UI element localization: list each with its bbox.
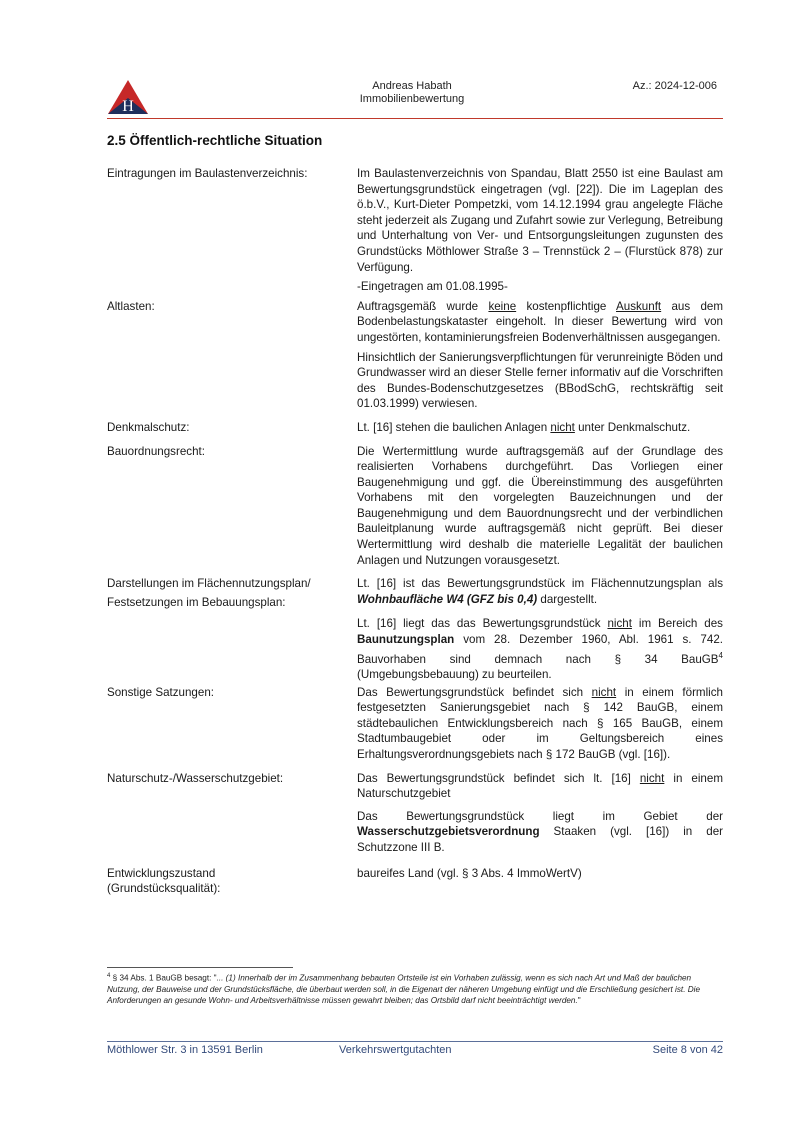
paragraph: -Eingetragen am 01.08.1995- <box>357 280 508 294</box>
row-label: Eintragungen im Baulastenverzeichnis: <box>107 167 308 180</box>
paragraph: Das Bewertungsgrundstück befindet sich nicht in einem förmlich festgesetzten Sanierungsgebiet nach § 142 BauGB, einem städtebaulichen Entwicklungsbereich nach § 165 BauGB, einem Stadtumbaugebiet oder im Geltungsbereich eines Erhaltungsverordnungsgebiets nach § 172 BauGB (vgl. [16]). <box>357 685 723 762</box>
footer-doc-type: Verkehrswertgutachten <box>339 1044 452 1056</box>
paragraph: Lt. [16] ist das Bewertungsgrundstück im Flächennutzungsplan als Wohnbaufläche W4 (GFZ bis 0,4) dargestellt. <box>357 577 723 606</box>
row-naturschutz <box>107 771 723 856</box>
land-use-designation: Wohnbaufläche W4 (GFZ bis 0,4) <box>357 592 538 606</box>
paragraph: Lt. [16] stehen die baulichen Anlagen nicht unter Denkmalschutz. <box>357 420 691 434</box>
footer-rule <box>107 1041 723 1042</box>
row-content <box>357 866 723 897</box>
underlined-text: nicht <box>591 685 617 699</box>
row-label: Darstellungen im Flächennutzungsplan/ Festsetzungen im Bebauungsplan: <box>107 577 311 609</box>
paragraph: Das Bewertungsgrundstück befindet sich lt. [16] nicht in einem Naturschutzgebiet <box>357 771 723 801</box>
footnote: $^4$ § 34 Abs. 1 BauGB besagt: "... (1) Innerhalb der im Zusammenhang bebauten Ortsteile ist ein Vorhaben zulässig, wenn es sich nach Art und Maß der baulichen Nutzung, der Bauweise und der Grundstücksfläche, die überbaut werden soll, in die Eigenart der näheren Umgebung einfügt und die Erschließung gesichert ist. Die Anforderungen an gesunde Wohn- und Arbeitsverhältnisse müssen gewahrt bleiben; das Ortsbild darf nicht beeinträchtigt werden." <box>107 973 701 1005</box>
footnote-ref: 4 <box>718 650 723 660</box>
footer-address: Möthlower Str. 3 in 13591 Berlin <box>107 1044 263 1056</box>
page-number: Seite 8 von 42 <box>652 1044 723 1056</box>
property-info-table <box>107 166 723 897</box>
paragraph: Hinsichtlich der Sanierungsverpflichtungen für verunreinigte Böden und Grundwasser wird an dieser Stelle ferner informativ auf die Vorschriften des Bundes-Bodenschutzgesetzes (BBodSchG, rechtskräftig seit 01.03.1999) verwiesen. <box>357 350 724 411</box>
underlined-text: Auskunft <box>616 299 662 313</box>
underlined-text: nicht <box>550 420 575 434</box>
row-baulasten <box>107 166 723 295</box>
row-content <box>357 685 723 763</box>
row-entwicklungszustand <box>107 866 723 897</box>
row-sonstige-satzungen <box>107 685 723 763</box>
paragraph: Im Baulastenverzeichnis von Spandau, Blatt 2550 ist eine Baulast am Bewertungsgrundstück eingetragen (vgl. [22]). Die im Lageplan des ö.b.V., Kurt-Dieter Pompetzki, vom 14.12.1994 grau angelegte Fläche steht jederzeit als Zugang und Zufahrt sowie zur Verlegung, Betreibung und Unterhaltung von Ver- und Entsorgungsleitungen zugunsten des Grundstücks Möthlower Straße 3 – Trennstück 2 – (Flurstück 878) zur Verfügung. <box>357 167 723 274</box>
row-label: Sonstige Satzungen: <box>107 685 214 699</box>
row-altlasten <box>107 299 723 412</box>
logo-letter: H <box>122 98 134 115</box>
file-reference: Az.: 2024-12-006 <box>632 80 717 92</box>
page-header <box>107 72 717 118</box>
row-content <box>357 444 723 569</box>
underlined-text: keine <box>488 299 517 313</box>
row-content <box>357 771 723 856</box>
row-content <box>357 420 723 436</box>
section-title: 2.5 Öffentlich-rechtliche Situation <box>107 133 323 148</box>
row-label: Naturschutz-/Wasserschutzgebiet: <box>107 771 284 785</box>
paragraph: baureifes Land (vgl. § 3 Abs. 4 ImmoWertV) <box>357 866 582 880</box>
author-name: Andreas Habath <box>372 80 452 92</box>
footnote-rule <box>107 967 293 968</box>
row-content <box>357 166 723 295</box>
bold-text: Baunutzungsplan <box>357 633 455 647</box>
row-label: Altlasten: <box>107 299 155 313</box>
row-content <box>357 299 723 412</box>
footnote-quote: ... (1) Innerhalb der im Zusammenhang bebauten Ortsteile ist ein Vorhaben zulässig, wenn es sich nach Art und Maß der baulichen Nutzung, der Bauweise und der Grundstücksfläche, die überbaut werden soll, in die Eigenart der näheren Umgebung einfügt und die Erschließung gesichert ist. Die Anforderungen an gesunde Wohn- und Arbeitsverhältnisse müssen gewahrt bleiben; das Ortsbild darf nicht beeinträchtigt werden. <box>107 973 701 1005</box>
paragraph: Die Wertermittlung wurde auftragsgemäß auf der Grundlage des realisierten Vorhabens durchgeführt. Das Vorliegen einer Baugenehmigung und ggf. die Übereinstimmung des ausgeführten Vorhabens mit den vorgelegten Bauzeichnungen und der Baugenehmigung und dem Bauordnungsrecht und der verbindlichen Bauleitplanung wurde auftragsgemäß nicht geprüft. Bei dieser Wertermittlung wird deshalb die materielle Legalität der baulichen Anlagen und Nutzungen vorausgesetzt. <box>357 444 723 567</box>
row-label: Entwicklungszustand (Grundstücksqualität): <box>107 866 221 896</box>
paragraph: Lt. [16] liegt das das Bewertungsgrundstück nicht im Bereich des Baunutzungsplan vom 28. Dezember 1960, Abl. 1961 s. 742. Bauvorhaben sind demnach nach § 34 BauGB$^4$ (Umgebungsbebauung) zu beurteilen. <box>357 617 723 682</box>
paragraph: Das Bewertungsgrundstück liegt im Gebiet der Wasserschutzgebietsverordnung Staaken (vgl. [16]) in der Schutzzone III B. <box>357 809 723 855</box>
row-flaechennutzungsplan <box>107 576 723 682</box>
row-label: Denkmalschutz: <box>107 420 190 434</box>
author-subtitle: Immobilienbewertung <box>359 93 465 105</box>
row-label: Bauordnungsrecht: <box>107 444 205 458</box>
row-content <box>357 576 723 682</box>
underlined-text: nicht <box>639 771 665 785</box>
header-center <box>107 80 717 106</box>
footnote-number: 4 <box>107 973 111 979</box>
row-bauordnungsrecht <box>107 444 723 569</box>
row-denkmalschutz <box>107 420 723 436</box>
bold-text: Wasserschutzgebietsverordnung <box>357 825 540 839</box>
header-rule <box>107 118 723 119</box>
underlined-text: nicht <box>607 617 632 631</box>
paragraph: Auftragsgemäß wurde keine kostenpflichtige Auskunft aus dem Bodenbelastungskataster eingeholt. In dieser Bewertung wird von ungestörten, kontaminierungsfreien Bodenverhältnissen ausgegangen. <box>357 299 723 344</box>
